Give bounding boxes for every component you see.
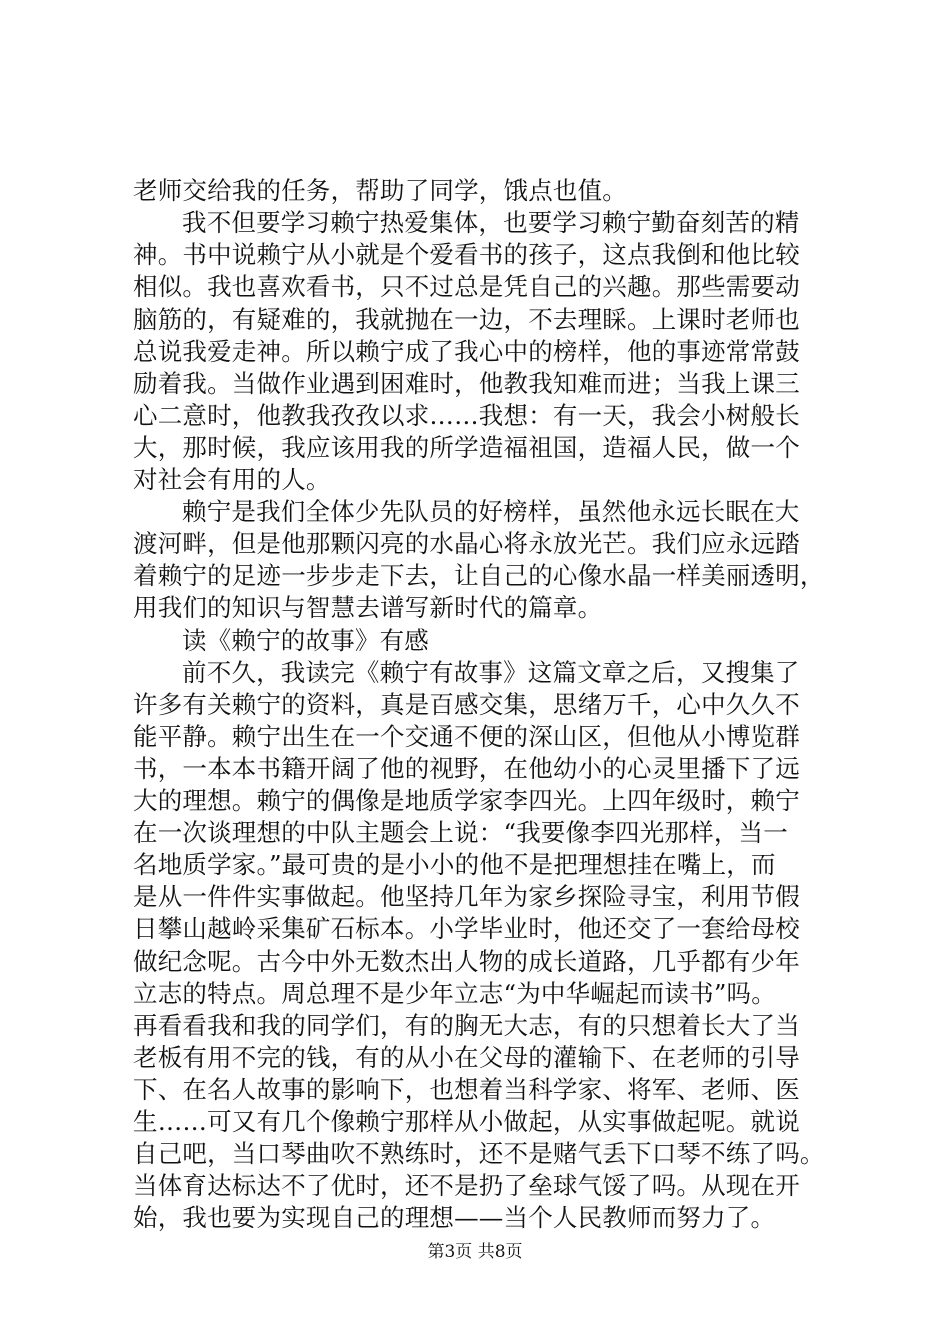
paragraph-line: 相似。我也喜欢看书，只不过总是凭自己的兴趣。那些需要动 xyxy=(133,272,800,301)
paragraph-line: 下、在名人故事的影响下，也想着当科学家、将军、老师、医 xyxy=(133,1075,800,1104)
paragraph-line: 日攀山越岭采集矿石标本。小学毕业时，他还交了一套给母校 xyxy=(133,914,800,943)
paragraph-line: 用我们的知识与智慧去谱写新时代的篇章。 xyxy=(133,593,603,622)
paragraph-line: 在一次谈理想的中队主题会上说：“我要像李四光那样，当一 xyxy=(133,818,788,847)
paragraph-line: 自己吧，当口琴曲吹不熟练时，还不是赌气丢下口琴不练了吗。 xyxy=(133,1139,825,1168)
paragraph-line: 老师交给我的任务，帮助了同学，饿点也值。 xyxy=(133,176,627,205)
paragraph-line: 着赖宁的足迹一步步走下去，让自己的心像水晶一样美丽透明， xyxy=(133,561,825,590)
paragraph-line: 大，那时候，我应该用我的所学造福祖国，造福人民，做一个 xyxy=(133,433,800,462)
paragraph-line: 生……可又有几个像赖宁那样从小做起，从实事做起呢。就说 xyxy=(133,1107,800,1136)
paragraph-line: 名地质学家。”最可贵的是小小的他不是把理想挂在嘴上，而 xyxy=(133,850,776,879)
paragraph-line: 励着我。当做作业遇到困难时，他教我知难而进；当我上课三 xyxy=(133,369,800,398)
paragraph-line: 总说我爱走神。所以赖宁成了我心中的榜样，他的事迹常常鼓 xyxy=(133,337,800,366)
paragraph-line: 始，我也要为实现自己的理想——当个人民教师而努力了。 xyxy=(133,1203,776,1232)
paragraph-line: 心二意时，他教我孜孜以求……我想：有一天，我会小树般长 xyxy=(133,401,800,430)
paragraph-line: 老板有用不完的钱，有的从小在父母的灌输下、在老师的引导 xyxy=(133,1043,800,1072)
paragraph-line: 能平静。赖宁出生在一个交通不便的深山区，但他从小博览群 xyxy=(133,722,800,751)
page-number-footer: 第3页 共8页 xyxy=(427,1242,523,1262)
paragraph-line: 渡河畔，但是他那颗闪亮的水晶心将永放光芒。我们应永远踏 xyxy=(133,529,800,558)
section-title: 读《赖宁的故事》有感 xyxy=(182,626,429,655)
paragraph-line: 脑筋的，有疑难的，我就抛在一边，不去理睬。上课时老师也 xyxy=(133,305,800,334)
paragraph-line: 前不久，我读完《赖宁有故事》这篇文章之后，又搜集了 xyxy=(182,658,800,687)
paragraph-line: 是从一件件实事做起。他坚持几年为家乡探险寻宝，利用节假 xyxy=(133,882,800,911)
paragraph-line: 大的理想。赖宁的偶像是地质学家李四光。上四年级时，赖宁 xyxy=(133,786,800,815)
paragraph-line: 对社会有用的人。 xyxy=(133,465,331,494)
paragraph-line: 我不但要学习赖宁热爱集体，也要学习赖宁勤奋刻苦的精 xyxy=(182,208,800,237)
paragraph-line: 再看看我和我的同学们，有的胸无大志，有的只想着长大了当 xyxy=(133,1011,800,1040)
paragraph-line: 书，一本本书籍开阔了他的视野，在他幼小的心灵里播下了远 xyxy=(133,754,800,783)
paragraph-line: 赖宁是我们全体少先队员的好榜样，虽然他永远长眠在大 xyxy=(182,497,800,526)
paragraph-line: 神。书中说赖宁从小就是个爱看书的孩子，这点我倒和他比较 xyxy=(133,240,800,269)
paragraph-line: 立志的特点。周总理不是少年立志“为中华崛起而读书”吗。 xyxy=(133,979,776,1008)
paragraph-line: 当体育达标达不了优时，还不是扔了垒球气馁了吗。从现在开 xyxy=(133,1171,800,1200)
paragraph-line: 做纪念呢。古今中外无数杰出人物的成长道路，几乎都有少年 xyxy=(133,947,800,976)
paragraph-line: 许多有关赖宁的资料，真是百感交集，思绪万千，心中久久不 xyxy=(133,690,800,719)
